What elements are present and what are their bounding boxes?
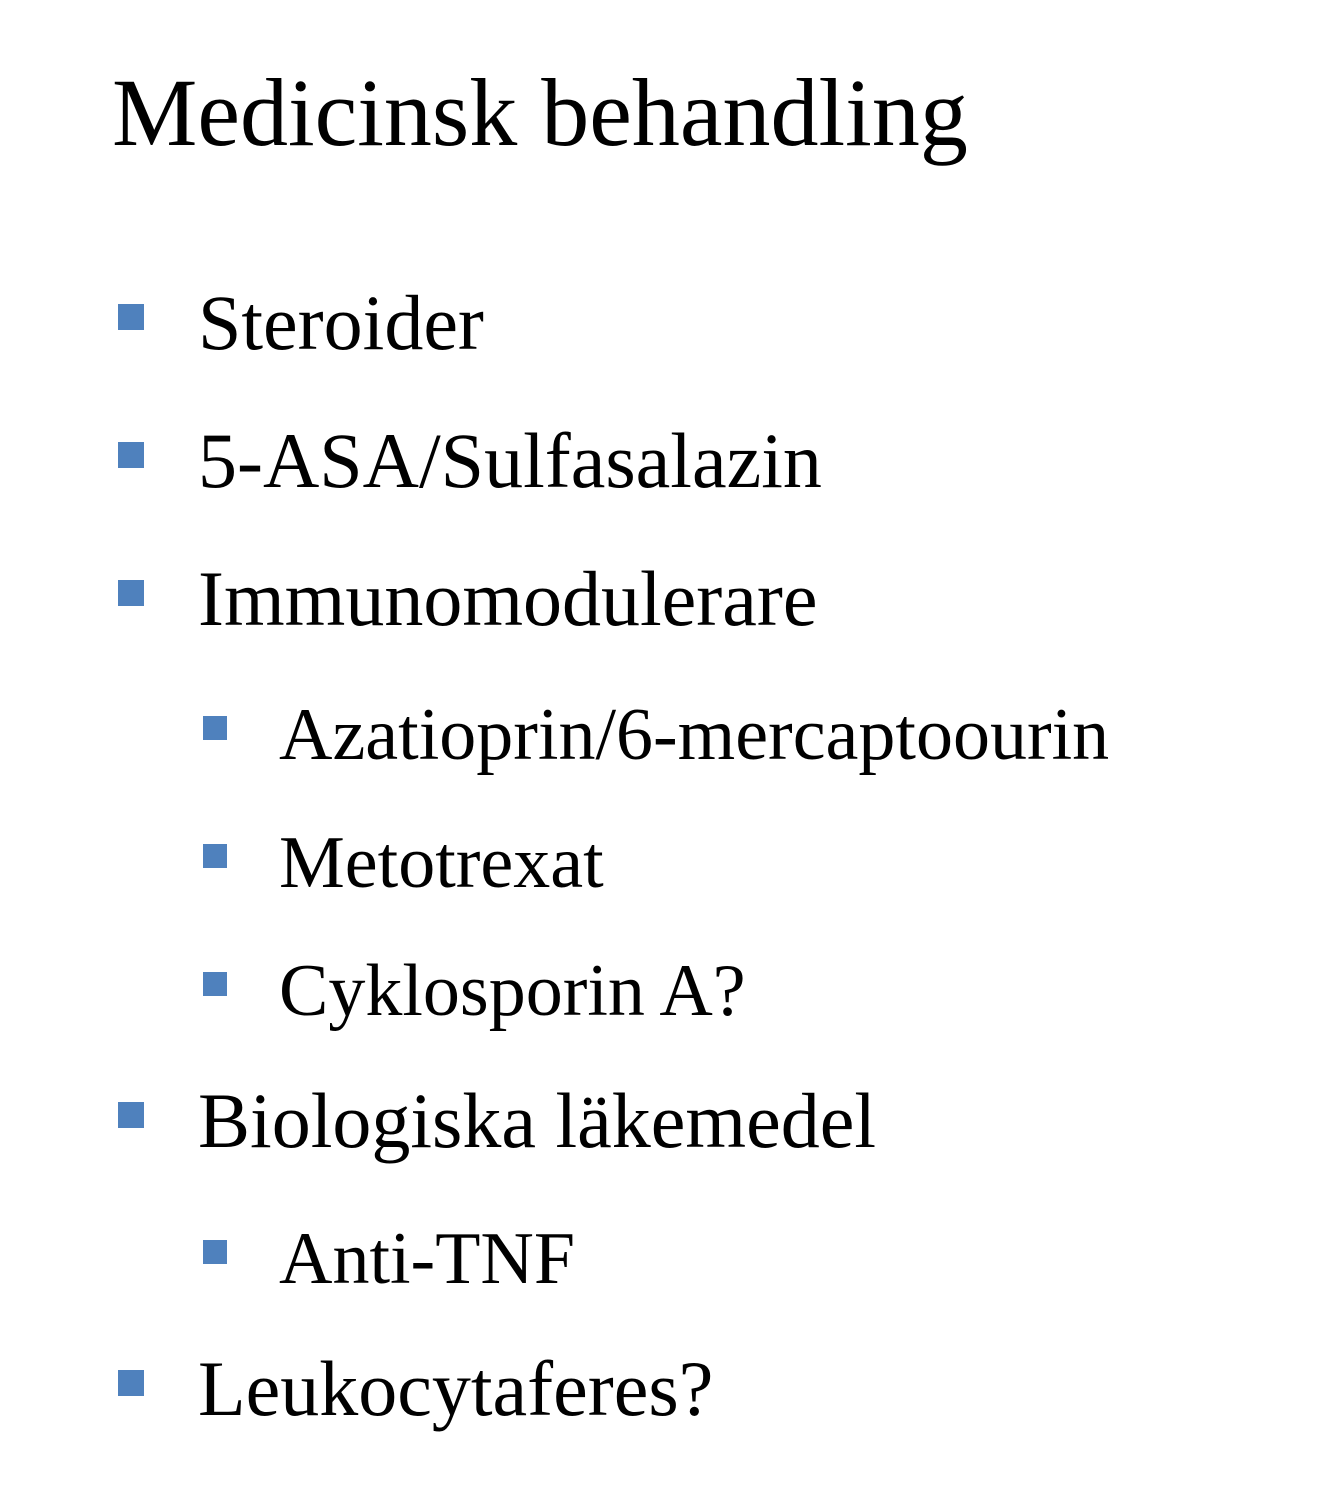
square-bullet-icon xyxy=(118,1370,144,1396)
square-bullet-icon xyxy=(203,1240,227,1264)
square-bullet-icon xyxy=(203,844,227,868)
list-item-label: Biologiska läkemedel xyxy=(198,1077,877,1164)
list-item-label: Leukocytaferes? xyxy=(198,1345,714,1432)
sub-list-item-label: Metotrexat xyxy=(279,822,604,904)
sub-list-item-label: Azatioprin/6-mercaptoourin xyxy=(279,694,1110,776)
sub-list-item-label: Anti-TNF xyxy=(279,1218,575,1300)
square-bullet-icon xyxy=(118,304,144,330)
page-title: Medicinsk behandling xyxy=(112,59,968,166)
list-item-label: Immunomodulerare xyxy=(198,555,818,642)
list-item-label: 5-ASA/Sulfasalazin xyxy=(198,417,822,504)
square-bullet-icon xyxy=(203,716,227,740)
square-bullet-icon xyxy=(118,442,144,468)
list-item-label: Steroider xyxy=(198,279,484,366)
square-bullet-icon xyxy=(118,580,144,606)
square-bullet-icon xyxy=(203,972,227,996)
square-bullet-icon xyxy=(118,1102,144,1128)
sub-list-item-label: Cyklosporin A? xyxy=(279,950,746,1032)
